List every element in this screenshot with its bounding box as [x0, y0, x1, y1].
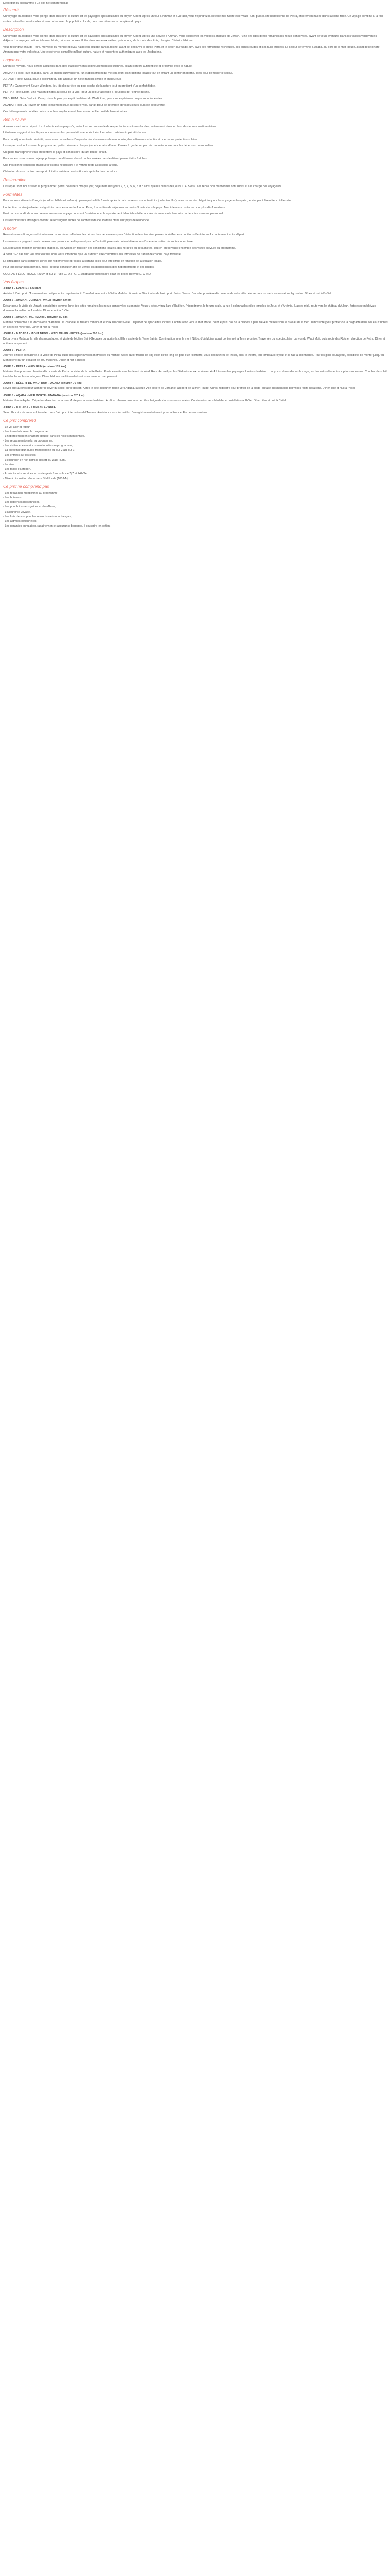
logement-paragraph: Durant ce voyage, nous serons accueillis dans des établissements soigneusement sélectionnés, alliant confort, authenticité et proximité avec la nature. [3, 65, 193, 69]
day-title [3, 298, 388, 303]
list-item: - Les entrées sur les sites, [3, 453, 37, 457]
logement-paragraph: PETRA : Hôtel Edom, une maison d'hôtes au cœur de la ville, pour un séjour agréable à deux pas de l'entrée du site. [3, 91, 150, 94]
day-title-text: JOUR 8 - AQABA - MER MORTE - MADABA (environ 320 km) [3, 394, 85, 397]
bon-a-savoir-paragraph: Obtention du visa : votre passeport doit être valide au moins 6 mois après la date de retour. [3, 170, 118, 174]
restauration-heading: Restauration [3, 177, 27, 182]
list-item: - Le visa, [3, 463, 15, 466]
day-title-text: JOUR 7 - DÉSERT DE WADI RUM - AQABA (environ 70 km) [3, 382, 82, 385]
resume-heading: Résumé [3, 8, 19, 13]
list-item: - L'hébergement en chambre double dans les hôtels mentionnés, [3, 435, 85, 438]
a-noter-heading: À noter [3, 226, 17, 231]
bon-a-savoir-paragraph: Pour un séjour en toute sérénité, nous vous conseillons d'emporter des chaussures de randonnée, des vêtements adaptés et une bonne protection solaire. [3, 138, 198, 141]
logement-paragraph: JERASH : Hôtel Salsa, situé à proximité du site antique, un hôtel familial simple et chaleureux. [3, 78, 122, 81]
list-item: - L'excursion en 4x4 dans le désert du Wadi Rum, [3, 458, 66, 462]
list-item: - Les transferts selon le programme, [3, 430, 49, 434]
electricity-note: COURANT ÉLECTRIQUE : 230V et 50Hz. Type C, D, F, G, J. Adaptateur nécessaire pour les prises de type D, G et J. [3, 272, 152, 276]
description-heading: Description [3, 27, 24, 32]
list-item: - Les garanties annulation, rapatriement et assurance bagages, à souscrire en option. [3, 524, 111, 528]
day-title [3, 286, 388, 291]
logement-paragraph: AMMAN : Hôtel Rove Madaba, dans un ancien caravansérail, un établissement qui met en avant les traditions locales tout en offrant un confort moderne, idéal pour démarrer le séjour. [3, 71, 233, 75]
list-item: - Les dépenses personnelles, [3, 501, 40, 504]
list-item: - Les pourboires aux guides et chauffeurs, [3, 505, 56, 509]
day-title [3, 315, 388, 320]
formalites-paragraph: L'obtention du visa jordanien est gratuite dans le cadre du Jordan Pass, à condition de séjourner au moins 3 nuits dans le pays. Merci de nous contacter pour plus d'informations. [3, 206, 226, 209]
a-noter-section [3, 226, 388, 277]
formalites-paragraph: Les ressortissants étrangers doivent se renseigner auprès de l'ambassade de Jordanie dans leur pays de résidence. [3, 219, 150, 223]
bon-a-savoir-section [3, 117, 388, 174]
a-noter-paragraph: Pour tout départ hors période, merci de nous consulter afin de vérifier les disponibilités des hébergements et des guides. [3, 266, 155, 269]
bon-a-savoir-paragraph: Les repas sont inclus selon le programme ; petits déjeuners chaque jour et certains dîners. Pensez à garder un peu de monnaie locale pour les dépenses personnelles. [3, 144, 214, 148]
description-paragraph: Vous rejoindrez ensuite Petra, merveille du monde et joyau nabatéen sculpté dans la roche, avant de découvrir la petite Petra et le désert du Wadi Rum, avec ses formations rocheuses, ses dunes rouges et ses nuits étoilées. Le séjour se termine à Aqaba, au bord de la mer Rouge, avant de rejoindre Amman pour votre vol retour. Une expérience complète mêlant culture, nature et rencontres authentiques avec les Jordaniens. [3, 45, 380, 54]
day-description: Réveil aux aurores pour admirer le lever du soleil sur le désert. Après le petit déjeuner, route vers Aqaba, la seule ville côtière de Jordanie, au bord de la mer Rouge. Après-midi libre pour profiter de la plage ou faire du snorkeling parmi les récifs coralliens. Dîner libre et nuit à l'hôtel. [3, 387, 356, 391]
bon-a-savoir-paragraph: Une très bonne condition physique n'est pas nécessaire ; le rythme reste accessible à tous. [3, 163, 118, 167]
logement-heading: Logement [3, 57, 22, 62]
list-item: - L'assurance voyage, [3, 510, 31, 514]
day-title-text: JOUR 2 - AMMAN - JERASH - WADI (environ 50 km) [3, 299, 73, 302]
list-item: - La présence d'un guide francophone du jour 2 au jour 9, [3, 449, 75, 452]
excluded-list [3, 491, 388, 529]
day-title-text: JOUR 5 - PETRA [3, 349, 26, 352]
ce-prix-comprend-section [3, 418, 388, 481]
bon-a-savoir-paragraph: L'itinéraire suggéré et les étapes incontournables peuvent être amenés à évoluer selon certaines impératifs locaux. [3, 131, 148, 135]
day-description: Matinée consacrée à la découverte d'Amman : la citadelle, le théâtre romain et le souk du centre-ville. Déjeuner de spécialités locales. Continuation vers la mer Morte, point le plus bas de la planète à plus de 400 mètres sous le niveau de la mer. Temps libre pour profiter de la baignade dans ses eaux riches en sel et en minéraux. Dîner et nuit à l'hôtel. [3, 320, 388, 329]
day-title-text: JOUR 9 - MADABA - AMMAN / FRANCE [3, 405, 56, 409]
logement-paragraph: WADI RUM : Sahr Bedouin Camp, dans le plus pur esprit du désert du Wadi Rum, pour une expérience unique sous les étoiles. [3, 97, 164, 100]
description-section [3, 27, 388, 55]
day-title-text: JOUR 4 - MADABA - MONT NÉBO - WADI MUJIB - PETRA (environ 290 km) [3, 332, 103, 335]
vos-etapes-heading: Vos étapes [3, 279, 24, 284]
bon-a-savoir-paragraph: À savoir avant votre départ : La Jordanie est un pays sûr, mais il est recommandé de respecter les coutumes locales, notamment dans le choix des tenues vestimentaires. [3, 125, 217, 128]
day-title-text: JOUR 3 - AMMAN - MER MORTE (environ 80 km) [3, 315, 69, 319]
ce-prix-comprend-heading: Ce prix comprend [3, 418, 36, 423]
day-description: Selon l'horaire de votre vol, transfert vers l'aéroport international d'Amman. Assistance aux formalités d'enregistrement et envol pour la France. Fin de nos services. [3, 411, 208, 414]
list-item: - Les repas non mentionnés au programme, [3, 492, 59, 495]
day-title [3, 381, 388, 386]
bon-a-savoir-heading: Bon à savoir [3, 117, 26, 123]
list-item: - Le vol aller et retour, [3, 426, 31, 429]
logement-paragraph: AQABA : Hôtel City Tower, un hôtel idéalement situé au centre-ville, parfait pour se détendre après plusieurs jours de découverte. [3, 104, 166, 107]
day-title [3, 332, 388, 336]
a-noter-paragraph: La circulation dans certaines zones est réglementée et l'accès à certains sites peut être limité en fonction de la situation locale. [3, 259, 162, 263]
ce-prix-ne-comprend-pas-heading: Ce prix ne comprend pas [3, 484, 50, 489]
included-list [3, 425, 388, 481]
a-noter-paragraph: Ressortissants étrangers et binationaux : vous devez effectuer les démarches nécessaires pour l'obtention de votre visa, pensez à vérifier les conditions d'entrée en Jordanie avant votre départ. [3, 233, 245, 237]
list-item: - Les repas mentionnés au programme, [3, 439, 53, 443]
list-item: - Mise à disposition d'une carte SIM locale (100 Mo). [3, 477, 69, 480]
bon-a-savoir-paragraph: Pour les excursions avec la jeep, prévoyez un vêtement chaud car les soirées dans le désert peuvent être fraîches. [3, 157, 148, 161]
list-item: - Les frais de visa pour les ressortissants non français, [3, 515, 72, 518]
list-item: - Les visites et excursions mentionnées au programme, [3, 444, 73, 448]
a-noter-paragraph: Les mineurs voyageant seuls ou avec une personne ne disposant pas de l'autorité parentale doivent être munis d'une autorisation de sortie du territoire. [3, 240, 194, 244]
day-title-text: JOUR 6 - PETRA - WADI RUM (environ 105 km) [3, 365, 66, 369]
day-description: Départ vers Madaba, la ville des mosaïques, et visite de l'église Saint-Georges qui abrite la célèbre carte de la Terre Sainte. Continuation vers le mont Nébo, d'où Moïse aurait contemplé la Terre promise. Traversée du spectaculaire canyon du Wadi Mujib puis route des Rois en direction de Petra. Dîner et nuit au campement. [3, 337, 385, 345]
logement-paragraph: PETRA : Campement Seven Wonders, lieu idéal pour être au plus proche de la nature tout en profitant d'un confort fiable. [3, 84, 156, 88]
formalites-section [3, 192, 388, 223]
list-item: - Accès à notre service de conciergerie francophone 7j/7 et 24h/24. [3, 472, 88, 476]
bon-a-savoir-paragraph: Un guide francophone vous présentera le pays et son histoire durant tout le circuit. [3, 150, 107, 154]
formalites-paragraph: Pour les ressortissants français (adultes, bébés et enfants) : passeport valide 6 mois après la date de retour sur le territoire jordanien. Il n'y a aucun vaccin obligatoire pour les voyageurs français ; le visa peut être obtenu à l'arrivée. [3, 199, 292, 203]
day-title-text: JOUR 1 - FRANCE / AMMAN [3, 287, 41, 291]
restauration-section [3, 178, 388, 189]
resume-section [3, 8, 388, 24]
vos-etapes-section [3, 280, 388, 415]
day-title [3, 394, 388, 398]
formalites-heading: Formalités [3, 192, 23, 197]
day-title [3, 365, 388, 369]
day-title [3, 348, 388, 353]
list-item: - Les boissons, [3, 496, 22, 500]
day-description: Matinée libre pour une dernière découverte de Petra ou visite de la petite Petra. Route ensuite vers le désert du Wadi Rum. Accueil par les Bédouins et excursion en 4x4 à travers les paysages lunaires du désert : canyons, dunes de sable rouge, arches naturelles et inscriptions rupestres. Coucher de soleil inoubliable sur les montagnes. Dîner bédouin traditionnel et nuit sous tente au campement. [3, 370, 387, 379]
ce-prix-ne-comprend-pas-section [3, 484, 388, 529]
resume-text: Un voyage en Jordanie vous plonge dans l'histoire, la culture et les paysages spectaculaires du Moyen-Orient. Après un tour à Amman et à Jerash, vous rejoindrez la célèbre mer Morte et le Wadi Rum, puis la cité nabatéenne de Petra, entièrement taillée dans la roche rose. Ce voyage combine à la fois visites culturelles, randonnées et rencontres avec la population locale, pour une découverte complète du pays. [3, 15, 383, 23]
logement-section [3, 58, 388, 114]
day-description: Journée entière consacrée à la visite de Petra, l'une des sept nouvelles merveilles du monde. Après avoir franchi le Siq, étroit défilé long de plus d'un kilomètre, vous découvrirez le Trésor, puis le théâtre, les tombeaux royaux et la rue à colonnades. Pour les plus courageux, possibilité de monter jusqu'au Monastère par un escalier de 800 marches. Dîner et nuit à l'hôtel. [3, 354, 384, 362]
description-paragraph: Un voyage en Jordanie vous plonge dans l'histoire, la culture et les paysages spectaculaires du Moyen-Orient. Après une arrivée à Amman, vous explorerez les vestiges antiques de Jerash, l'une des cités gréco-romaines les mieux conservées, avant de vous aventurer dans les vallées verdoyantes d'Ajloun. Le voyage continue à la mer Morte, où vous pourrez flotter dans ses eaux salées, puis le long de la route des Rois, chargée d'histoire biblique. [3, 34, 377, 43]
day-description: Arrivée à l'aéroport d'Amman et accueil par notre représentant. Transfert vers votre hôtel à Madaba, à environ 30 minutes de l'aéroport. Selon l'heure d'arrivée, première découverte de cette ville célèbre pour sa carte en mosaïque byzantine. Dîner et nuit à l'hôtel. [3, 292, 332, 296]
list-item: - Les activités optionnelles, [3, 519, 38, 523]
day-description: Départ pour la visite de Jerash, considérée comme l'une des cités romaines les mieux conservées au monde. Vous y découvrirez l'arc d'Hadrien, l'hippodrome, le forum ovale, la rue à colonnades et les temples de Zeus et d'Artémis. L'après-midi, route vers le château d'Ajloun, forteresse médiévale dominant la vallée du Jourdain. Dîner et nuit à l'hôtel. [3, 304, 377, 312]
page [0, 0, 391, 535]
logement-paragraph: Ces hébergements ont été choisis pour leur emplacement, leur confort et l'accueil de leurs équipes. [3, 110, 128, 114]
restauration-text: Les repas sont inclus selon le programme : petits déjeuners chaque jour, déjeuners des jours 2, 3, 4, 5, 6, 7 et 8 ainsi que les dîners des jours 1, 4, 5 et 6. Les repas non mentionnés sont libres et à la charge des voyageurs. [3, 184, 282, 188]
day-title [3, 405, 388, 410]
day-description: Matinée libre à Aqaba. Départ en direction de la mer Morte par la route du désert. Arrêt en chemin pour une dernière baignade dans ses eaux salées. Continuation vers Madaba et installation à l'hôtel. Dîner libre et nuit à l'hôtel. [3, 399, 287, 402]
a-noter-paragraph: Nous pouvons modifier l'ordre des étapes ou les visites en fonction des conditions locales, des horaires ou de la météo, tout en préservant l'ensemble des visites prévues au programme. [3, 246, 236, 250]
a-noter-paragraph: À noter : En cas d'un vol avec escale, nous vous informons que vous devez être conformes aux formalités de transit de chaque pays traversé. [3, 253, 182, 257]
formalites-paragraph: Il est recommandé de souscrire une assurance voyage couvrant l'assistance et le rapatriement. Merci de vérifier auprès de votre carte bancaire ou de votre assureur personnel. [3, 212, 224, 216]
breadcrumb: Descriptif du programme | Ce prix ne comprend pas [3, 2, 69, 5]
list-item: - Les taxes d'aéroport. [3, 467, 31, 471]
